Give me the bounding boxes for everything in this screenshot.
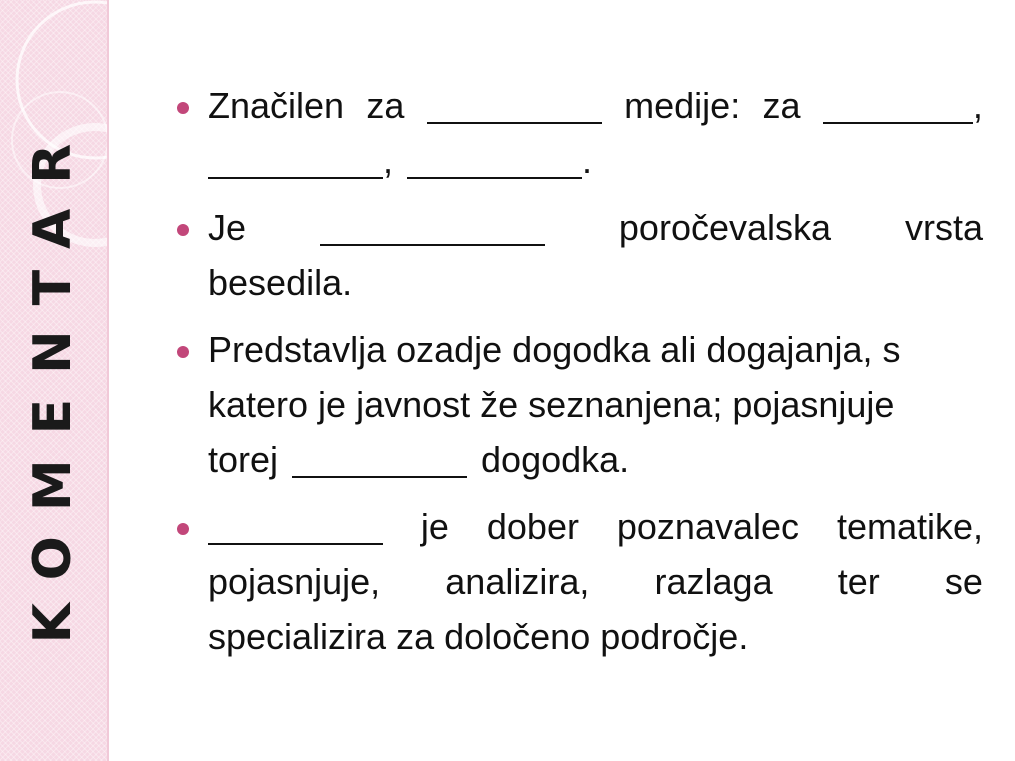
text-word: poznavalec [616, 506, 800, 547]
text-word: analizira, [445, 561, 590, 602]
bullet-3-line-2: katero je javnost že seznanjena; pojasnjuje [208, 384, 895, 425]
bullet-list [175, 78, 983, 676]
bullet-4-line-2 [208, 554, 983, 609]
bullet-4-line-3: specializira za določeno področje. [208, 616, 749, 657]
fill-in-blank[interactable] [292, 432, 467, 478]
fill-in-blank[interactable] [427, 78, 602, 124]
fill-in-blank[interactable] [320, 200, 545, 246]
bullet-item-4 [175, 499, 983, 664]
fill-in-blank[interactable] [407, 133, 582, 179]
text-word: ter [837, 561, 880, 602]
bullet-item-3 [175, 322, 983, 487]
bullet-2-line-1 [208, 200, 983, 255]
bullet-dot-icon [177, 346, 189, 358]
text-word: se [944, 561, 983, 602]
text-word: Značilen [208, 85, 345, 126]
text-word: dober [486, 506, 579, 547]
fill-in-blank[interactable] [208, 499, 383, 545]
bullet-dot-icon [177, 523, 189, 535]
bullet-1-line-1 [208, 78, 983, 133]
bullet-2-line-2: besedila. [208, 262, 353, 303]
text-word: dogodka. [481, 439, 630, 480]
fill-in-blank[interactable] [823, 78, 973, 124]
text-word: tematike, [836, 506, 983, 547]
text-word: medije: [624, 85, 741, 126]
bullet-item-1 [175, 78, 983, 188]
fill-in-blank[interactable] [208, 133, 383, 179]
bullet-3-line-3 [208, 432, 983, 487]
text-word: Je [208, 207, 247, 248]
bullet-item-2 [175, 200, 983, 310]
text-word: je [420, 506, 449, 547]
bullet-3-line-1: Predstavlja ozadje dogodka ali dogajanja, s [208, 329, 901, 370]
bullet-1-line-2 [208, 133, 983, 188]
text-word: poročevalska [618, 207, 832, 248]
text-word: za [762, 85, 801, 126]
sidebar-band [0, 0, 109, 761]
side-title: KOMENTAR [23, 118, 83, 644]
text-punct: , [383, 140, 394, 181]
bullet-dot-icon [177, 224, 189, 236]
text-punct: , [972, 85, 983, 126]
bullet-4-line-1 [208, 499, 983, 554]
text-word: pojasnjuje, [208, 561, 381, 602]
text-word: za [366, 85, 405, 126]
text-word: razlaga [654, 561, 773, 602]
bullet-dot-icon [177, 102, 189, 114]
text-word: torej [208, 439, 279, 480]
text-word: vrsta [904, 207, 983, 248]
text-punct: . [582, 140, 593, 181]
